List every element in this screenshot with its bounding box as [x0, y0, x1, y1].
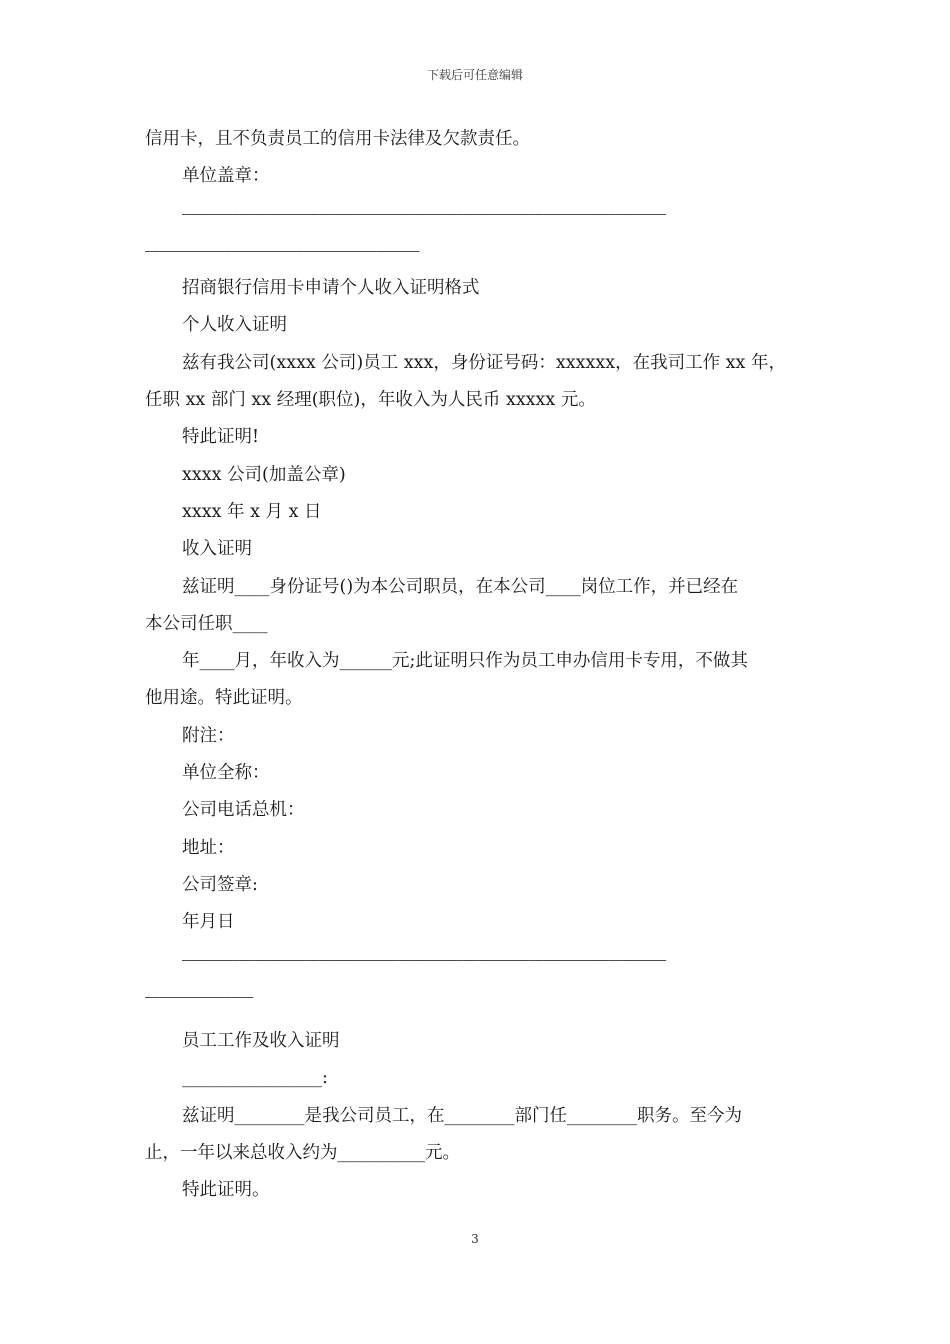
text-line: xxxx 年 x 月 x 日 — [182, 501, 322, 522]
text-line: 公司签章: — [182, 874, 258, 895]
page-header: 下载后可任意编辑 — [426, 68, 523, 82]
dashed-separator: ——————————————— — [145, 989, 254, 1004]
text-line: 地址： — [182, 837, 235, 858]
text-line: 特此证明! — [182, 427, 260, 448]
text-line: 单位全称： — [182, 763, 270, 784]
text-line: 单位盖章： — [182, 166, 270, 187]
dashed-separator: ——————————————————————————————————————————————————————————————————— — [182, 952, 667, 967]
section-title: 员工工作及收入证明 — [182, 1031, 340, 1052]
text-line: 任职 xx 部门 xx 经理(职位)，年收入为人民币 xxxxx 元。 — [145, 390, 596, 411]
text-line: 特此证明。 — [182, 1180, 270, 1201]
text-line: 兹证明____身份证号()为本公司职员，在本公司____岗位工作，并已经在 — [182, 576, 739, 597]
spacer — [145, 1016, 817, 1023]
text-line: 附注： — [182, 725, 235, 746]
page-number: 3 — [471, 1232, 479, 1246]
section-title: 个人收入证明 — [182, 315, 287, 336]
text-line: 兹有我公司(xxxx 公司)员工 xxx，身份证号码：xxxxxx，在我司工作 xx 年， — [182, 352, 786, 373]
text-line: 信用卡，且不负责员工的信用卡法律及欠款责任。 — [145, 129, 530, 149]
text-line: 兹证明________是我公司员工，在________部门任________职务。至今为 — [182, 1105, 742, 1126]
text-line: 本公司任职____ — [145, 613, 268, 634]
section-title: 收入证明 — [182, 539, 252, 560]
text-line: 年月日 — [182, 912, 235, 933]
text-line: 止，一年以来总收入约为__________元。 — [145, 1143, 460, 1164]
document-body — [145, 121, 817, 1210]
text-line: 他用途。特此证明。 — [145, 688, 303, 709]
dashed-separator: ——————————————————————————————————————————————————————————————————— — [182, 206, 667, 221]
section-title: 招商银行信用卡申请个人收入证明格式 — [182, 278, 480, 299]
text-line: 年____月，年收入为______元;此证明只作为员工申办信用卡专用，不做其 — [182, 651, 748, 672]
text-line: ________________: — [182, 1068, 328, 1089]
text-line: 公司电话总机： — [182, 800, 305, 821]
dashed-separator: —————————————————————————————————————— — [145, 243, 420, 258]
text-line: xxxx 公司(加盖公章) — [182, 464, 346, 485]
